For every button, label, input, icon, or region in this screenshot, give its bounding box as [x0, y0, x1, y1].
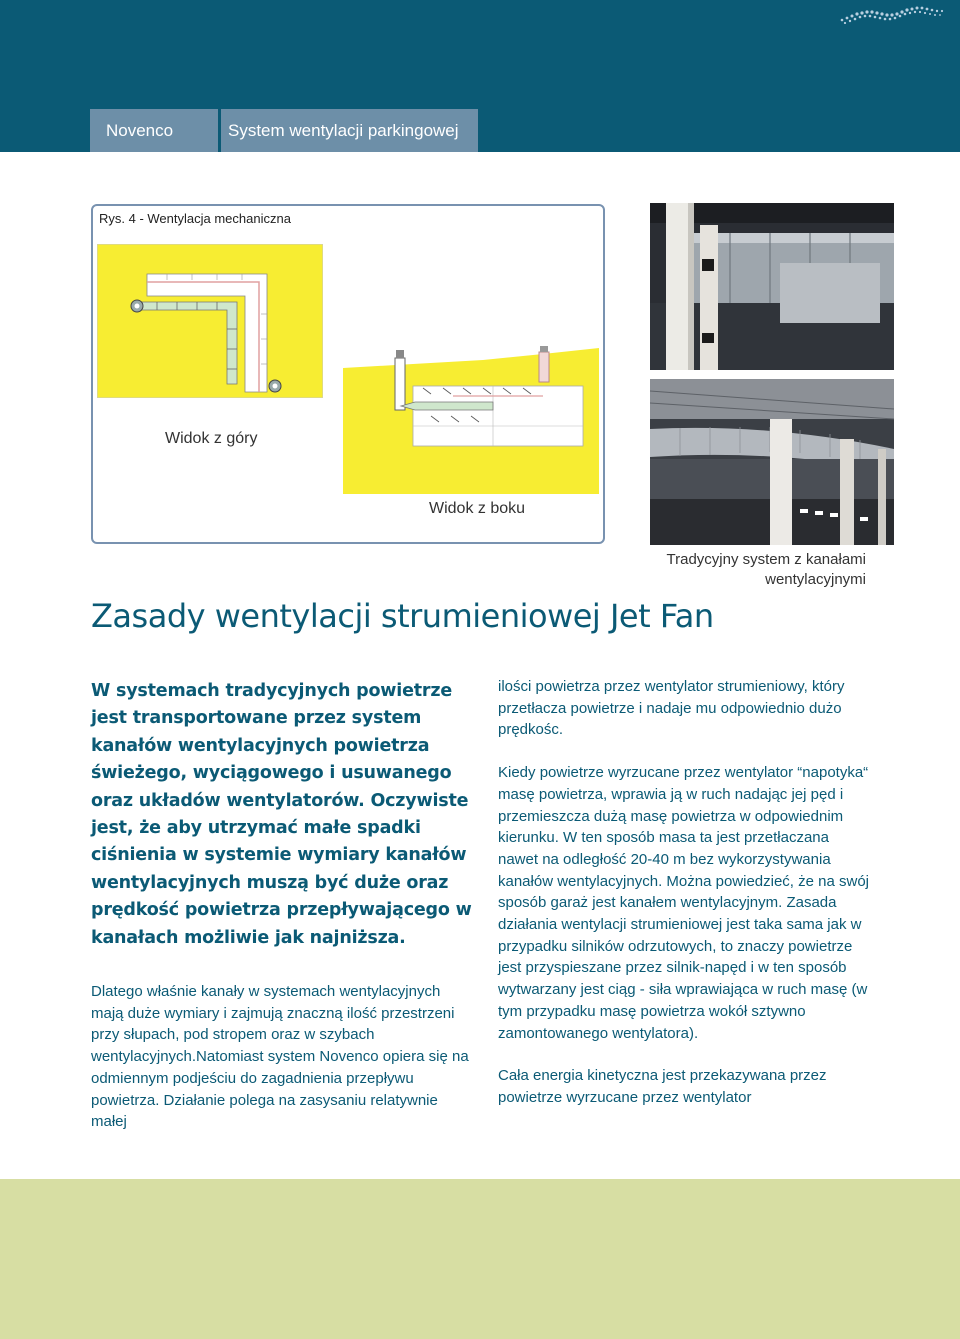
- left-column: [91, 678, 475, 1133]
- page-title: Zasady wentylacji strumieniowej Jet Fan: [91, 597, 714, 635]
- body-paragraph-right-1: ilości powietrza przez wentylator strumieniowy, który przetłacza powietrze i nadaje mu odpowiednio dużo prędkośc.: [498, 678, 845, 739]
- tab-parking-ventilation[interactable]: System wentylacji parkingowej: [221, 109, 478, 152]
- duct-photo-top: [650, 203, 894, 370]
- body-paragraph-right-3: Cała energia kinetyczna jest przekazywana przez powietrze wyrzucane przez wentylator: [498, 1067, 827, 1106]
- body-paragraph-right-2: Kiedy powietrze wyrzucane przez wentylator “napotyka“ masę powietrza, wprawia ją w ruch nadając jej pęd i przemieszcza dużą masę powietrza w odpowiednim kierunku. W ten sposób masa ta jest przetłaczana nawet na odległość 20-40 m bez wykorzystywania kanałów wentylacyjnych. Można powiedzieć, że na swój sposób garaż jest kanałem wentylacyjnym. Zasada działania wentylacji strumieniowej jest taka sama jak w przypadku silników odrzutowych, to znaczy powietrze jest przyspieszane przez silnik-napęd i w ten sposób wytwarzany jest ciąg - siła wprawiająca w ruch masę (w tym przypadku masę powietrza wokół sztywno zamontowanego wentylatora).: [498, 764, 870, 1042]
- figure-frame: [91, 204, 605, 544]
- tab-novenco[interactable]: Novenco: [90, 109, 218, 152]
- plan-view-diagram: [97, 244, 323, 398]
- side-view-label: Widok z boku: [429, 500, 526, 517]
- footer-band: [0, 1179, 960, 1339]
- intro-paragraph: W systemach tradycyjnych powietrze jest transportowane przez system kanałów wentylacyjnych powietrza świeżego, wyciągowego i usuwanego oraz układów wentylatorów. Oczywiste jest, że aby utrzymać małe spadki ciśnienia w systemie wymiary kanałów wentylacyjnych muszą być duże oraz prędkość powietrza przepływającego w kanałach możliwie jak najniższa.: [91, 681, 472, 948]
- wave-dots-logo-icon: [836, 2, 946, 24]
- photo-caption: Tradycyjny system z kanałami wentylacyjnymi: [666, 551, 866, 588]
- top-view-label: Widok z góry: [165, 430, 258, 447]
- side-view-diagram: [343, 346, 599, 494]
- figure-caption: Rys. 4 - Wentylacja mechaniczna: [99, 211, 291, 226]
- right-column: [498, 676, 872, 1109]
- body-paragraph-left: Dlatego właśnie kanały w systemach wentylacyjnych mają duże wymiary i zajmują znaczną ilość przestrzeni przy słupach, pod stropem oraz w szybach wentylacyjnych.Natomiast system Novenco opiera się na odmiennym podjeściu do zagadnienia przepływu powietrza. Działanie polega na zasysaniu relatywnie małej: [91, 983, 469, 1131]
- duct-photo-bottom: [650, 379, 894, 545]
